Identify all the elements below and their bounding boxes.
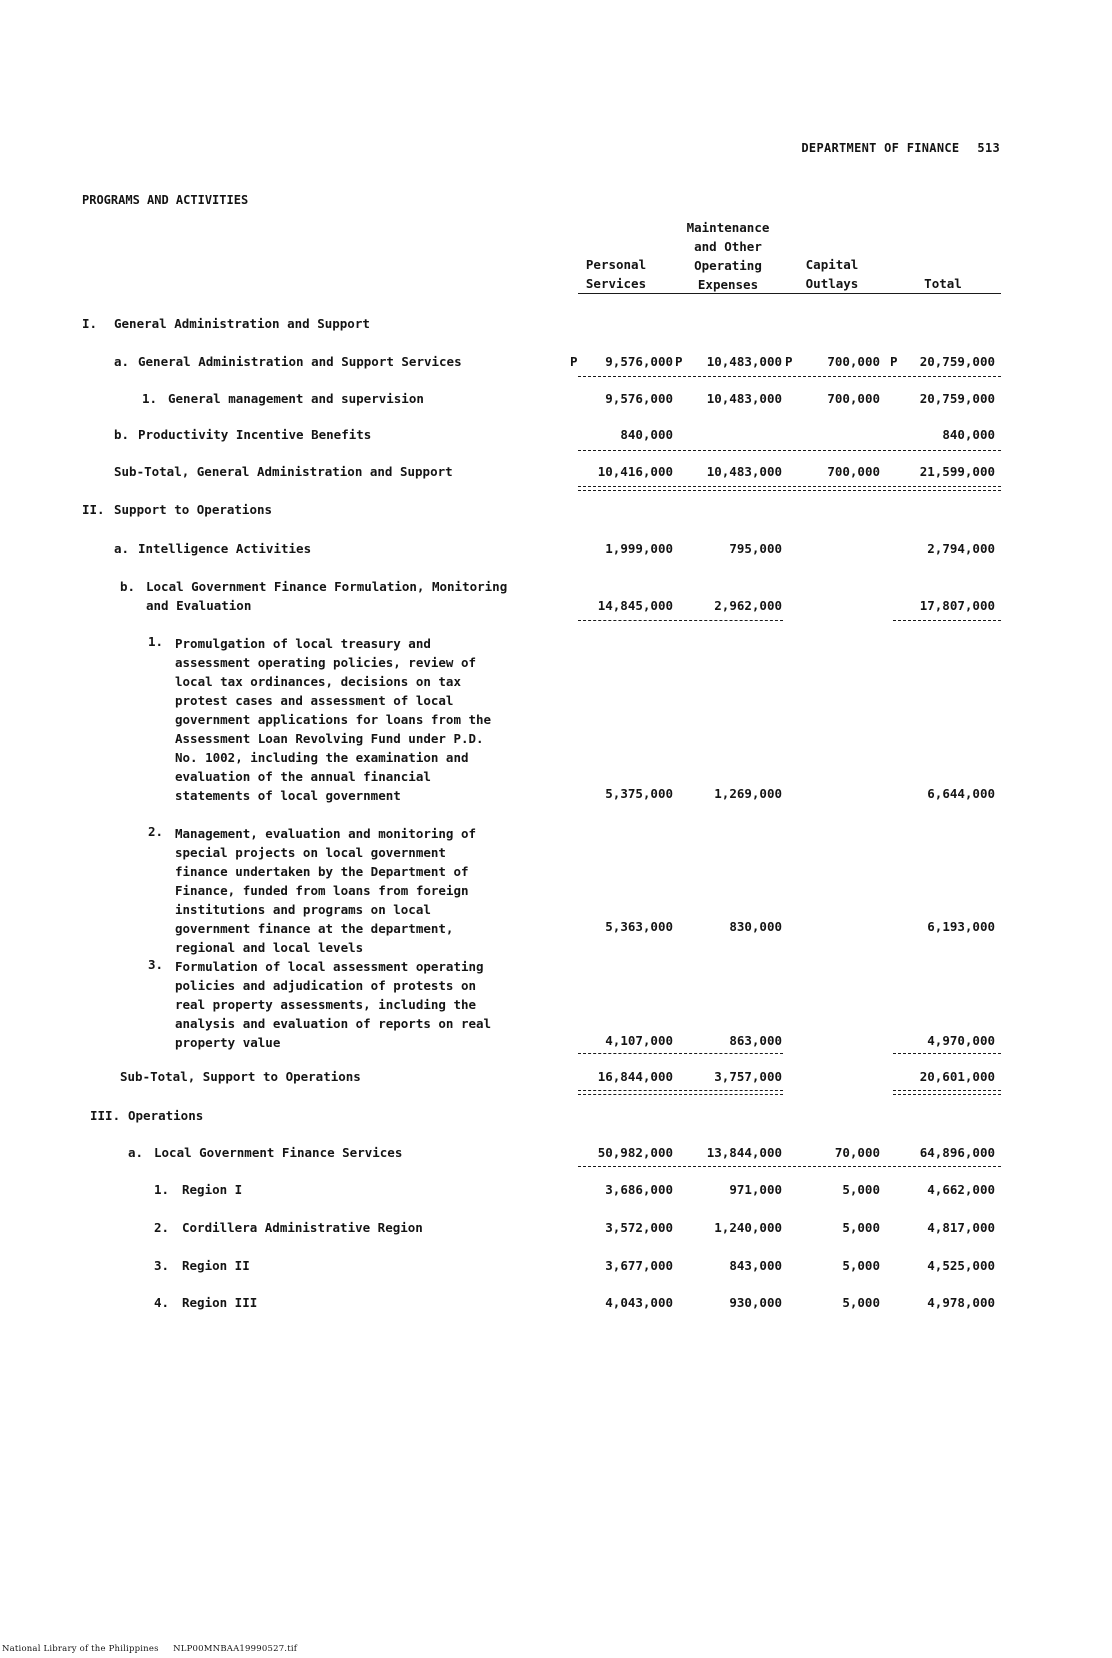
cell-personal-services: 50,982,000 <box>597 1145 673 1160</box>
cell-mooe: 795,000 <box>729 541 782 556</box>
subtotal-rule <box>578 450 1001 451</box>
cell-total: 2,794,000 <box>927 541 995 556</box>
row-num: 2. <box>148 824 164 839</box>
row-label: Local Government Finance Services <box>154 1145 403 1160</box>
row-num: III. <box>90 1108 121 1123</box>
subtotal-rule <box>578 620 783 621</box>
row-num: a. <box>114 541 130 556</box>
cell-mooe: 3,757,000 <box>714 1069 782 1084</box>
cell-personal-services: 14,845,000 <box>597 598 673 613</box>
cell-mooe: 10,483,000 <box>706 354 782 369</box>
cell-total: 21,599,000 <box>919 464 995 479</box>
row-label-line: and Evaluation <box>146 598 252 613</box>
cell-mooe: 863,000 <box>729 1033 782 1048</box>
row-num: b. <box>114 427 130 442</box>
cell-personal-services: 4,107,000 <box>605 1033 673 1048</box>
cell-mooe: 830,000 <box>729 919 782 934</box>
row-num: I. <box>82 316 98 331</box>
row-label: General Administration and Support <box>114 316 370 331</box>
cell-mooe: 971,000 <box>729 1182 782 1197</box>
cell-mooe: 930,000 <box>729 1295 782 1310</box>
cell-mooe: 843,000 <box>729 1258 782 1273</box>
row-num: 1. <box>148 634 164 649</box>
cell-personal-services: 9,576,000 <box>605 354 673 369</box>
row-label: Region III <box>182 1295 258 1310</box>
col-header-line: Capital <box>805 257 859 272</box>
cell-capital-outlays: 5,000 <box>842 1258 880 1273</box>
row-num: 4. <box>154 1295 170 1310</box>
row-num: 1. <box>154 1182 170 1197</box>
row-label: Intelligence Activities <box>138 541 312 556</box>
row-label: Productivity Incentive Benefits <box>138 427 372 442</box>
header-underline <box>578 293 1001 294</box>
peso-sign: P <box>890 354 898 369</box>
row-label: Cordillera Administrative Region <box>182 1220 423 1235</box>
row-num: b. <box>120 579 136 594</box>
cell-capital-outlays: 5,000 <box>842 1220 880 1235</box>
peso-sign: P <box>570 354 578 369</box>
row-label-multiline: Management, evaluation and monitoring of special projects on local government finance undertaken by the Department of Finance, funded from loans from foreign institutions and programs on local government finance at the department, regional and local levels <box>175 826 477 955</box>
cell-mooe: 1,240,000 <box>714 1220 782 1235</box>
cell-mooe: 1,269,000 <box>714 786 782 801</box>
subtotal-label: Sub-Total, Support to Operations <box>120 1069 361 1084</box>
cell-personal-services: 3,572,000 <box>605 1220 673 1235</box>
row-label: General Administration and Support Services <box>138 354 462 369</box>
row-label-line: Local Government Finance Formulation, Monitoring <box>146 579 508 594</box>
library-credit: National Library of the Philippines <box>2 1644 159 1654</box>
cell-personal-services: 9,576,000 <box>605 391 673 406</box>
row-num: 3. <box>148 957 164 972</box>
cell-total: 20,601,000 <box>919 1069 995 1084</box>
cell-total: 6,644,000 <box>927 786 995 801</box>
cell-personal-services: 3,677,000 <box>605 1258 673 1273</box>
col-header-capital-outlays <box>787 255 877 293</box>
col-header-total: Total <box>924 276 962 291</box>
cell-total: 20,759,000 <box>919 354 995 369</box>
cell-personal-services: 10,416,000 <box>597 464 673 479</box>
page-number: 513 <box>977 141 1000 155</box>
col-header-mooe <box>668 218 788 294</box>
row-label: Region I <box>182 1182 243 1197</box>
cell-capital-outlays: 700,000 <box>827 391 880 406</box>
subtotal-rule <box>578 1053 783 1054</box>
col-header-line: Services <box>585 276 647 291</box>
cell-capital-outlays: 700,000 <box>827 464 880 479</box>
subtotal-rule <box>578 1166 1001 1167</box>
peso-sign: P <box>785 354 793 369</box>
col-header-personal-services <box>574 255 658 293</box>
subtotal-rule <box>893 620 1001 621</box>
cell-total: 4,970,000 <box>927 1033 995 1048</box>
cell-personal-services: 5,363,000 <box>605 919 673 934</box>
cell-personal-services: 3,686,000 <box>605 1182 673 1197</box>
cell-mooe: 10,483,000 <box>706 391 782 406</box>
row-num: 2. <box>154 1220 170 1235</box>
row-num: 1. <box>142 391 158 406</box>
col-header-line: Outlays <box>805 276 859 291</box>
scan-footer <box>2 1644 297 1654</box>
cell-total: 4,662,000 <box>927 1182 995 1197</box>
subtotal-rule <box>578 376 1001 377</box>
col-header-line: Expenses <box>697 277 759 292</box>
section-title: PROGRAMS AND ACTIVITIES <box>82 193 249 207</box>
department-name: DEPARTMENT OF FINANCE <box>801 141 960 155</box>
cell-total: 6,193,000 <box>927 919 995 934</box>
cell-capital-outlays: 700,000 <box>827 354 880 369</box>
subtotal-rule <box>893 1053 1001 1054</box>
cell-capital-outlays: 70,000 <box>834 1145 880 1160</box>
cell-personal-services: 4,043,000 <box>605 1295 673 1310</box>
col-header-line: Personal <box>585 257 647 272</box>
cell-total: 20,759,000 <box>919 391 995 406</box>
cell-personal-services: 5,375,000 <box>605 786 673 801</box>
row-num: a. <box>114 354 130 369</box>
cell-total: 17,807,000 <box>919 598 995 613</box>
cell-personal-services: 16,844,000 <box>597 1069 673 1084</box>
row-label: Region II <box>182 1258 250 1273</box>
row-label-multiline: Formulation of local assessment operating policies and adjudication of protests on real property assessments, including the analysis and evaluation of reports on real property value <box>175 959 492 1050</box>
cell-total: 840,000 <box>942 427 995 442</box>
cell-total: 64,896,000 <box>919 1145 995 1160</box>
cell-mooe: 13,844,000 <box>706 1145 782 1160</box>
cell-total: 4,817,000 <box>927 1220 995 1235</box>
running-header <box>801 141 1000 155</box>
cell-personal-services: 840,000 <box>620 427 673 442</box>
col-header-line: and Other <box>694 239 762 254</box>
row-num: a. <box>128 1145 144 1160</box>
cell-total: 4,978,000 <box>927 1295 995 1310</box>
row-label: Support to Operations <box>114 502 273 517</box>
row-label: General management and supervision <box>168 391 424 406</box>
total-double-rule <box>578 486 1001 491</box>
cell-personal-services: 1,999,000 <box>605 541 673 556</box>
row-label: Operations <box>128 1108 204 1123</box>
cell-mooe: 10,483,000 <box>706 464 782 479</box>
cell-total: 4,525,000 <box>927 1258 995 1273</box>
row-label-multiline: Promulgation of local treasury and assessment operating policies, review of local tax ordinances, decisions on tax protest cases and assessment of local government applications for loans from the Assessment Loan Revolving Fund under P.D. No. 1002, including the examination and evaluation of the annual financial statements of local government <box>175 636 492 803</box>
col-header-line: Operating <box>694 258 762 273</box>
row-num: II. <box>82 502 105 517</box>
col-header-line: Maintenance <box>686 220 770 235</box>
total-double-rule <box>578 1090 783 1095</box>
total-double-rule <box>893 1090 1001 1095</box>
subtotal-label: Sub-Total, General Administration and Support <box>114 464 453 479</box>
cell-capital-outlays: 5,000 <box>842 1295 880 1310</box>
peso-sign: P <box>675 354 683 369</box>
row-num: 3. <box>154 1258 170 1273</box>
cell-mooe: 2,962,000 <box>714 598 782 613</box>
cell-capital-outlays: 5,000 <box>842 1182 880 1197</box>
file-id: NLP00MNBAA19990527.tif <box>173 1644 298 1654</box>
